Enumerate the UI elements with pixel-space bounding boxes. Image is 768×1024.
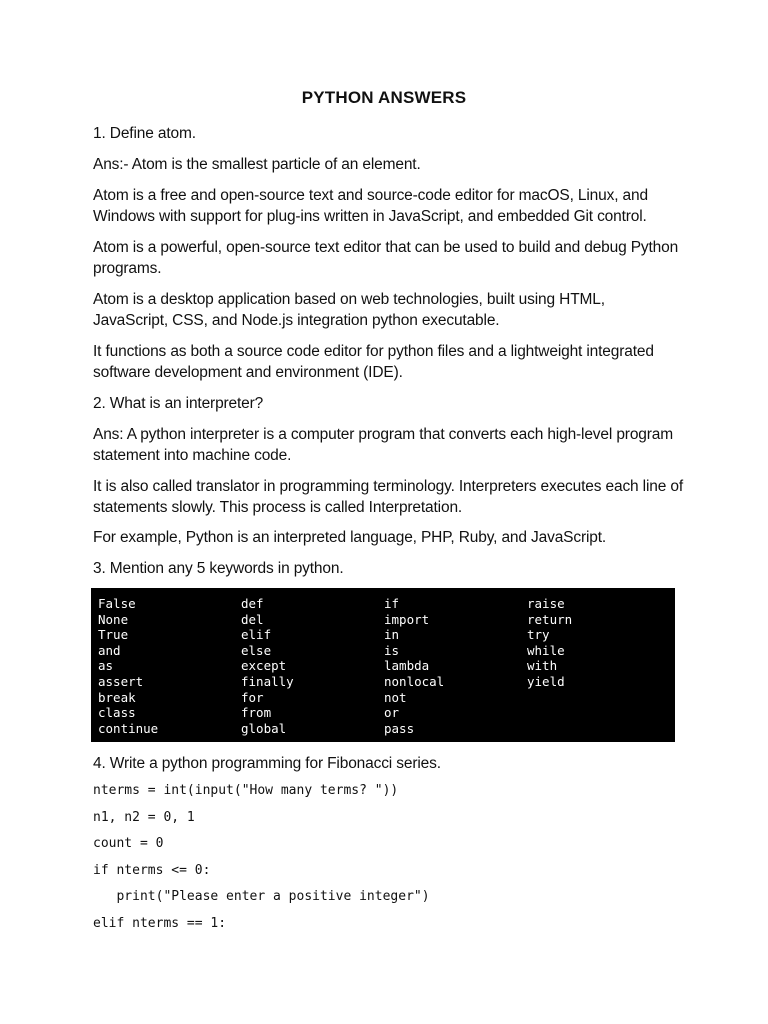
keyword: pass <box>384 720 415 736</box>
keyword: True <box>98 627 129 643</box>
question-3: 3. Mention any 5 keywords in python. <box>93 560 344 577</box>
keyword: class <box>98 705 136 721</box>
keywords-column-3 <box>384 596 444 736</box>
keyword: break <box>98 689 136 705</box>
keyword: except <box>241 658 287 674</box>
keywords-column-2 <box>241 596 294 736</box>
keywords-column-4 <box>527 596 572 690</box>
keyword: try <box>527 627 550 643</box>
question-1: 1. Define atom. <box>93 125 196 142</box>
keyword: None <box>98 611 129 627</box>
keyword: with <box>527 658 558 674</box>
keyword: continue <box>98 720 159 736</box>
answer-1-para-4: Atom is a desktop application based on web technologies, built using HTML, JavaScript, CSS, and Node.js integration python executable. <box>93 291 605 329</box>
keyword: finally <box>241 673 294 689</box>
answer-1-para-5: It functions as both a source code editor for python files and a lightweight integrated software development and environment (IDE). <box>93 343 654 381</box>
keyword: False <box>98 596 136 611</box>
keyword: or <box>384 705 400 721</box>
keyword: else <box>241 642 272 658</box>
keyword: if <box>384 596 400 611</box>
code-line: n1, n2 = 0, 1 <box>93 810 195 825</box>
code-line: elif nterms == 1: <box>93 916 227 931</box>
keyword: nonlocal <box>384 673 445 689</box>
keyword: not <box>384 689 407 705</box>
keyword: yield <box>527 673 565 689</box>
keyword: raise <box>527 596 565 611</box>
keyword: is <box>384 642 400 658</box>
keyword: as <box>98 658 114 674</box>
keyword: lambda <box>384 658 430 674</box>
keyword: elif <box>241 627 272 643</box>
code-line: nterms = int(input("How many terms? ")) <box>93 783 399 798</box>
keyword: import <box>384 611 430 627</box>
keyword: global <box>241 720 287 736</box>
answer-1-para-3: Atom is a powerful, open-source text editor that can be used to build and debug Python programs. <box>93 239 679 277</box>
question-2: 2. What is an interpreter? <box>93 395 264 412</box>
keyword: from <box>241 705 272 721</box>
code-line: print("Please enter a positive integer") <box>93 889 430 904</box>
keyword: del <box>241 611 264 627</box>
answer-2-para-2: It is also called translator in programming terminology. Interpreters executes each line of statements slowly. This process is called Interpretation. <box>93 478 683 516</box>
answer-1-line-1: Ans:- Atom is the smallest particle of an element. <box>93 156 421 173</box>
keyword: def <box>241 596 264 611</box>
keyword: and <box>98 642 121 658</box>
keyword: assert <box>98 673 144 689</box>
keyword: in <box>384 627 400 643</box>
answer-2-para-1: Ans: A python interpreter is a computer program that converts each high-level program statement into machine code. <box>93 426 673 464</box>
answer-1-para-2: Atom is a free and open-source text and source-code editor for macOS, Linux, and Windows with support for plug-ins written in JavaScript, and embedded Git control. <box>93 187 648 225</box>
question-4: 4. Write a python programming for Fibonacci series. <box>93 755 441 772</box>
keyword: return <box>527 611 573 627</box>
document-title: PYTHON ANSWERS <box>301 88 467 107</box>
keyword: for <box>241 689 264 705</box>
keyword: while <box>527 642 565 658</box>
answer-2-para-3: For example, Python is an interpreted language, PHP, Ruby, and JavaScript. <box>93 529 607 546</box>
keywords-table <box>91 588 675 742</box>
code-line: if nterms <= 0: <box>93 863 211 878</box>
keywords-column-1 <box>98 596 158 736</box>
code-line: count = 0 <box>93 836 164 851</box>
